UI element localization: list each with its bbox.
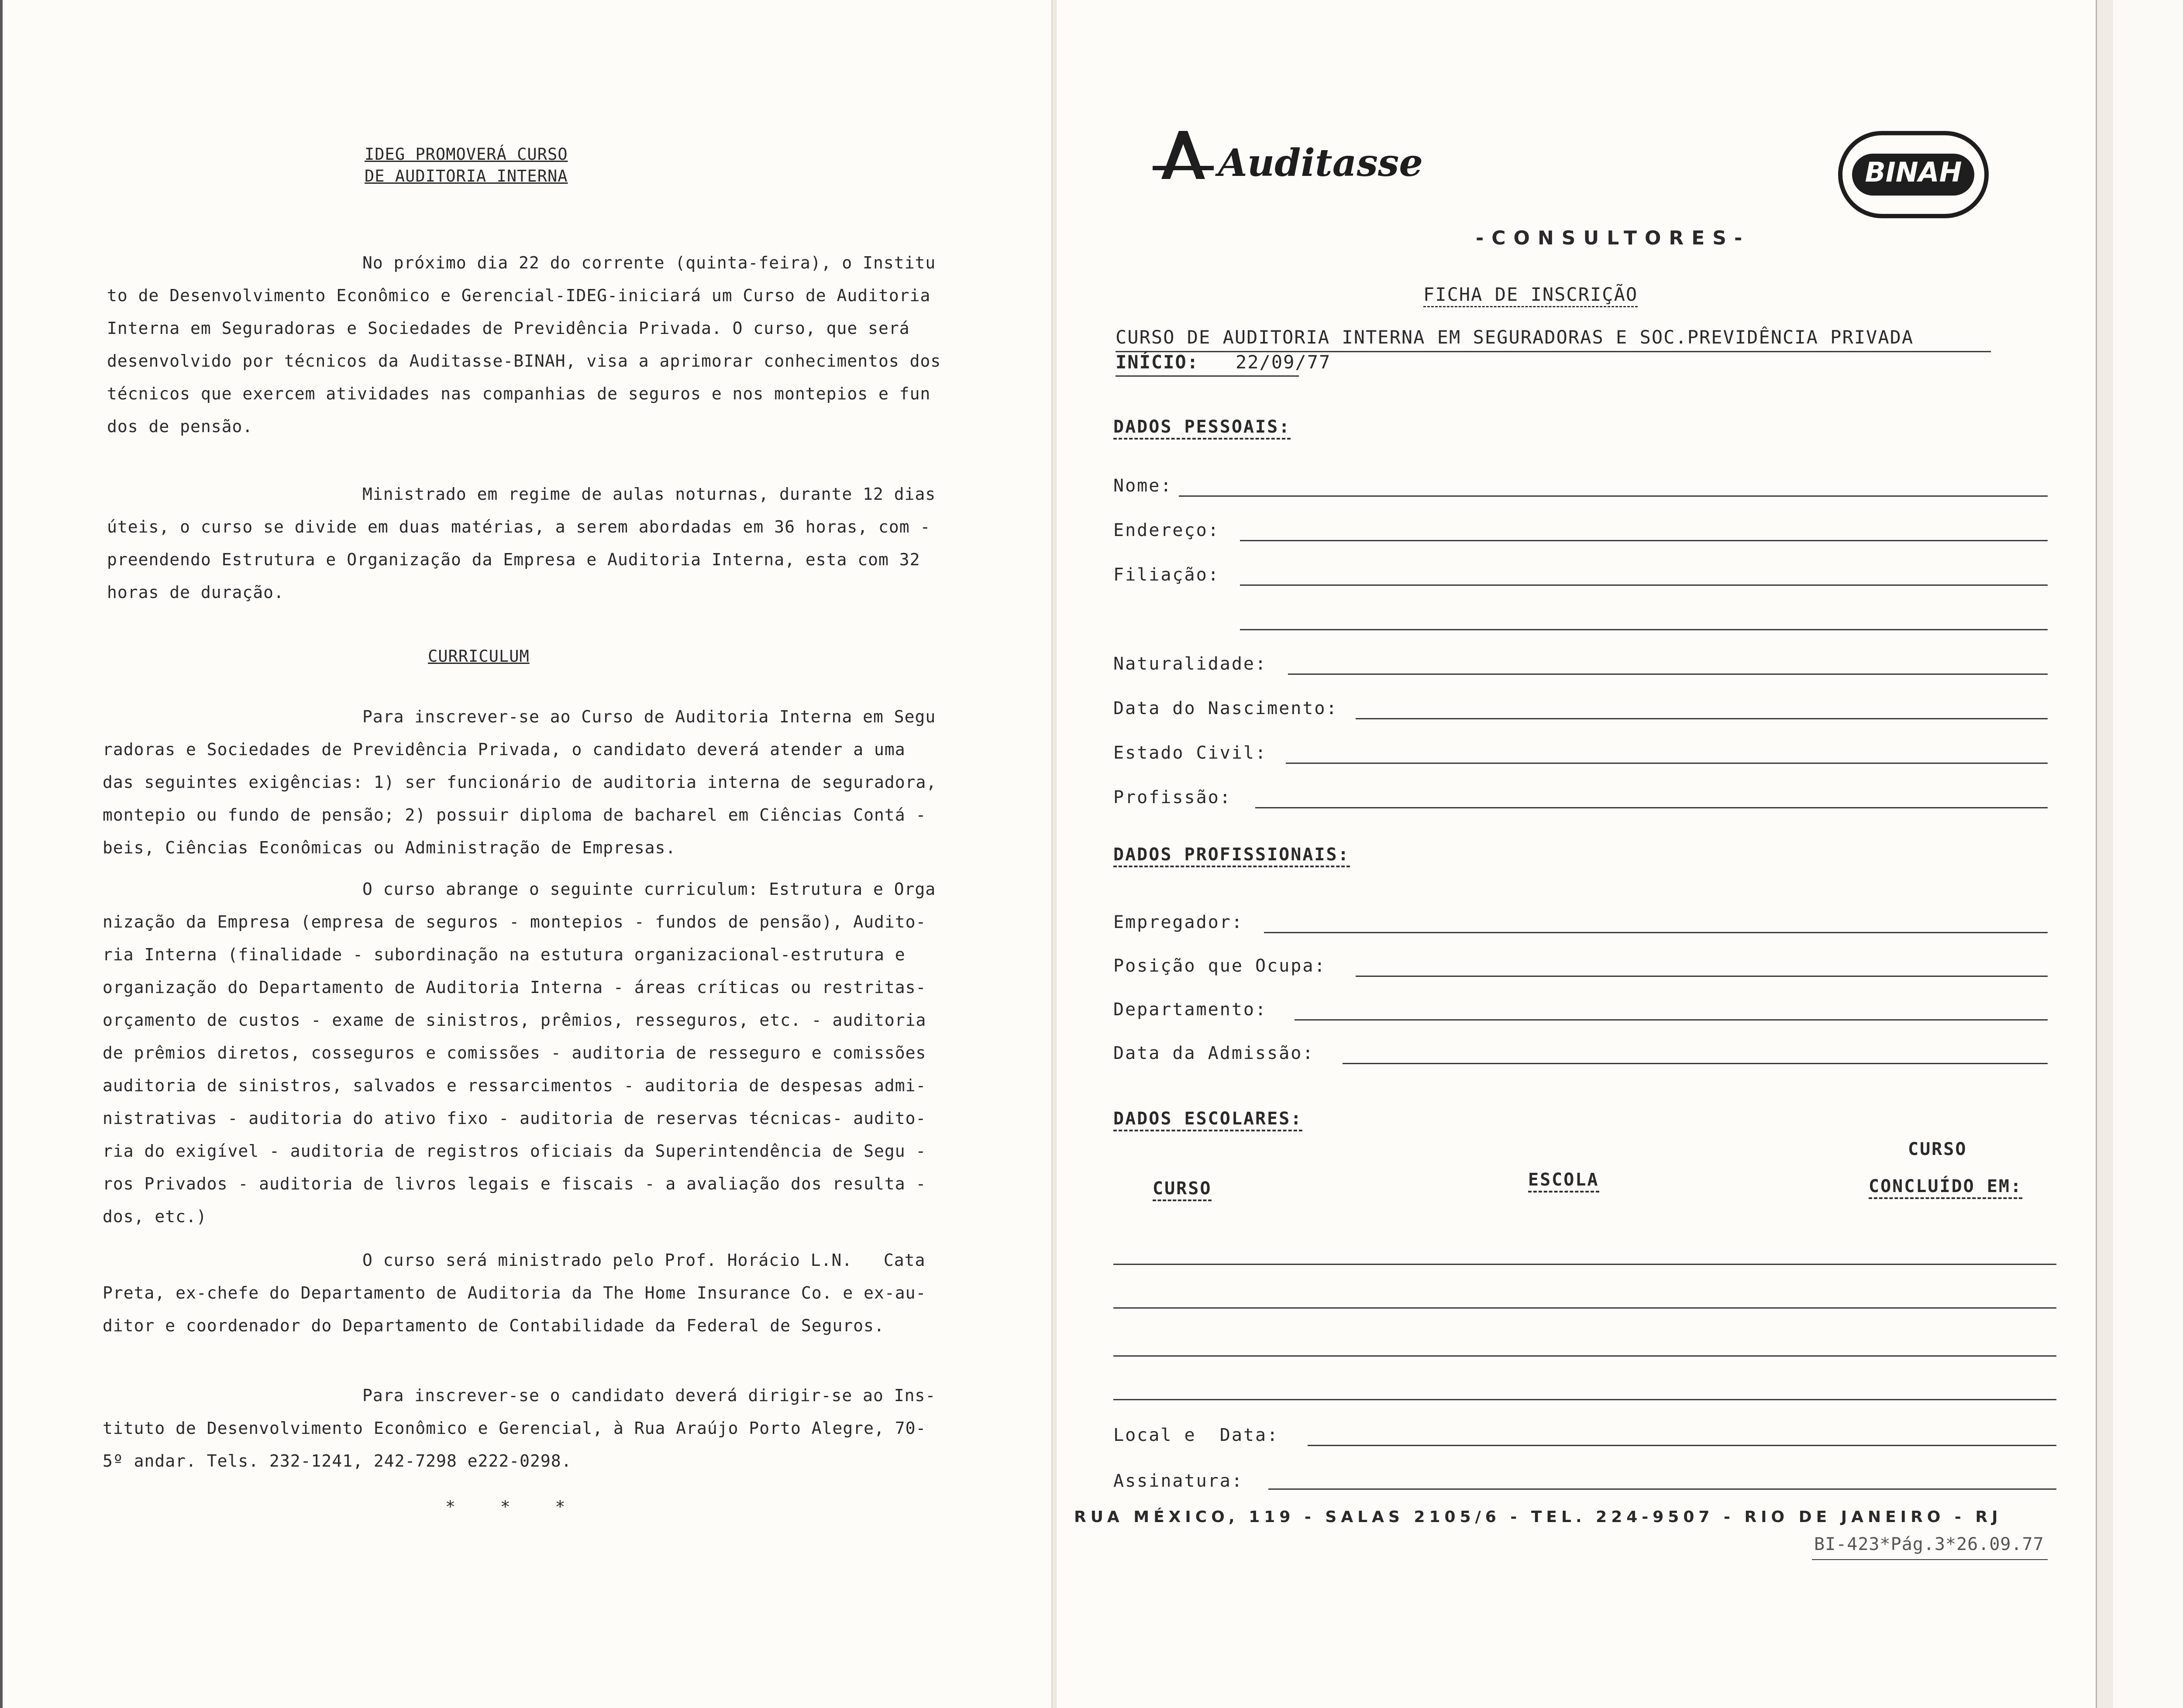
auditasse-wordmark: Auditasse xyxy=(1218,141,1423,185)
field-input-line[interactable] xyxy=(1286,763,2048,764)
article-line: Ministrado em regime de aulas noturnas, durante 12 dias xyxy=(362,485,936,504)
article-line: ditor e coordenador do Departamento de Contabilidade da Federal de Seguros. xyxy=(103,1316,885,1335)
article-line: ria Interna (finalidade - subordinação na estutura organizacional-estrutura e xyxy=(103,945,906,964)
page-edge-outer xyxy=(2113,0,2183,1708)
field-label: Posição que Ocupa: xyxy=(1113,956,1326,976)
article-line: orçamento de custos - exame de sinistros, prêmios, resseguros, etc. - auditoria xyxy=(103,1010,926,1030)
article-title-line1: IDEG PROMOVERÁ CURSO xyxy=(365,145,568,164)
article-line: nistrativas - auditoria do ativo fixo - auditoria de reservas técnicas- audito- xyxy=(103,1109,926,1128)
start-underline xyxy=(1116,375,1299,377)
article-subtitle: CURRICULUM xyxy=(428,647,530,666)
field-input-line[interactable] xyxy=(1240,584,2048,586)
article-line: dos, etc.) xyxy=(103,1207,207,1226)
article-line: O curso será ministrado pelo Prof. Horácio L.N. Cata xyxy=(362,1251,926,1270)
article-line: radoras e Sociedades de Previdência Privada, o candidato deverá atender a uma xyxy=(103,740,906,759)
field-label: Profissão: xyxy=(1113,787,1232,808)
article-line: horas de duração. xyxy=(107,583,284,602)
article-line: beis, Ciências Econômicas ou Administração de Empresas. xyxy=(103,838,676,857)
article-line: Preta, ex-chefe do Departamento de Auditoria da The Home Insurance Co. e ex-au- xyxy=(103,1283,926,1302)
consultores-heading: -CONSULTORES- xyxy=(1476,227,1750,249)
field-input-line[interactable] xyxy=(1255,807,2048,808)
field-label: Data da Admissão: xyxy=(1113,1043,1315,1063)
field-input-line[interactable] xyxy=(1240,540,2048,541)
article-line: auditoria de sinistros, salvados e ressarcimentos - auditoria de despesas admi- xyxy=(103,1076,926,1095)
address-footer: RUA MÉXICO, 119 - SALAS 2105/6 - TEL. 224-9507 - RIO DE JANEIRO - RJ xyxy=(1074,1508,2002,1526)
school-line-2[interactable] xyxy=(1113,1307,2056,1309)
article-line: to de Desenvolvimento Econômico e Gerencial-IDEG-iniciará um Curso de Auditoria xyxy=(107,286,931,305)
article-title-line2: DE AUDITORIA INTERNA xyxy=(365,167,568,186)
binah-wordmark: BINAH xyxy=(1865,156,1962,188)
field-input-line[interactable] xyxy=(1288,674,2048,675)
article-line: técnicos que exercem atividades nas companhias de seguros e nos montepios e fun xyxy=(107,384,931,403)
field-input-line[interactable] xyxy=(1343,1063,2048,1064)
school-line-1[interactable] xyxy=(1113,1264,2056,1265)
reference-underline xyxy=(1812,1559,2048,1560)
field-input-line[interactable] xyxy=(1356,718,2048,719)
article-line: ria do exigível - auditoria de registros oficiais da Superintendência de Segu - xyxy=(103,1141,926,1161)
article-line: desenvolvido por técnicos da Auditasse-BINAH, visa a aprimorar conhecimentos dos xyxy=(107,351,941,371)
school-section-title: DADOS ESCOLARES: xyxy=(1113,1109,1302,1129)
local-data-line[interactable] xyxy=(1308,1445,2056,1446)
auditasse-logo xyxy=(1153,124,1423,190)
assinatura-line[interactable] xyxy=(1268,1488,2056,1490)
form-title: FICHA DE INSCRIÇÃO xyxy=(1423,284,1638,307)
document-reference: BI-423*Pág.3*26.09.77 xyxy=(1814,1534,2044,1554)
article-line: úteis, o curso se divide em duas matérias, a serem abordadas em 36 horas, com - xyxy=(107,517,931,536)
field-input-line[interactable] xyxy=(1179,495,2048,497)
article-line: das seguintes exigências: 1) ser funcionário de auditoria interna de seguradora, xyxy=(103,773,937,792)
col-escola: ESCOLA xyxy=(1528,1170,1599,1190)
article-line: montepio ou fundo de pensão; 2) possuir diploma de bacharel em Ciências Contá - xyxy=(103,805,926,825)
auditasse-a-icon xyxy=(1153,124,1214,186)
article-line: tituto de Desenvolvimento Econômico e Gerencial, à Rua Araújo Porto Alegre, 70- xyxy=(103,1419,926,1438)
local-data-label: Local e Data: xyxy=(1113,1425,1279,1445)
field-label: Endereço: xyxy=(1113,520,1220,540)
field-label: Departamento: xyxy=(1113,1000,1267,1020)
article-line: 5º andar. Tels. 232-1241, 242-7298 e222-0298. xyxy=(103,1451,572,1471)
article-line: Para inscrever-se o candidato deverá dirigir-se ao Ins- xyxy=(362,1386,936,1405)
article-line: organização do Departamento de Auditoria Interna - áreas críticas ou restritas- xyxy=(103,978,926,997)
field-input-line[interactable] xyxy=(1264,932,2048,933)
article-line: Para inscrever-se ao Curso de Auditoria Interna em Segu xyxy=(362,707,936,726)
col-curso: CURSO xyxy=(1153,1179,1212,1199)
field-input-line[interactable] xyxy=(1356,976,2048,977)
binah-logo xyxy=(1838,131,1989,218)
school-line-4[interactable] xyxy=(1113,1399,2056,1400)
field-input-line[interactable] xyxy=(1295,1019,2048,1021)
field-label: Data do Nascimento: xyxy=(1113,698,1338,718)
course-line: CURSO DE AUDITORIA INTERNA EM SEGURADORAS E SOC.PREVIDÊNCIA PRIVADA xyxy=(1116,326,1914,348)
field-label: Empregador: xyxy=(1113,912,1243,932)
article-line: dos de pensão. xyxy=(107,417,253,436)
col-concluido-top: CURSO xyxy=(1908,1139,1967,1159)
page-edge xyxy=(2096,0,2114,1708)
article-line: ros Privados - auditoria de livros legais e fiscais - a avaliação dos resulta - xyxy=(103,1174,926,1193)
article-line: O curso abrange o seguinte curriculum: Estrutura e Orga xyxy=(362,880,936,899)
start-label: INÍCIO: xyxy=(1116,351,1199,373)
article-line: de prêmios diretos, cosseguros e comissões - auditoria de resseguro e comissões xyxy=(103,1043,926,1062)
field-label: Nome: xyxy=(1113,476,1173,496)
article-line: Interna em Seguradoras e Sociedades de Previdência Privada. O curso, que será xyxy=(107,319,910,338)
field-label: Filiação: xyxy=(1113,565,1220,585)
article-line: No próximo dia 22 do corrente (quinta-feira), o Institu xyxy=(362,253,936,272)
personal-section-title: DADOS PESSOAIS: xyxy=(1113,417,1291,437)
assinatura-label: Assinatura: xyxy=(1113,1471,1243,1491)
field-input-line-extra[interactable] xyxy=(1240,629,2048,630)
col-concluido-bottom: CONCLUÍDO EM: xyxy=(1869,1176,2022,1196)
article-line: preendendo Estrutura e Organização da Empresa e Auditoria Interna, esta com 32 xyxy=(107,550,920,569)
school-line-3[interactable] xyxy=(1113,1355,2056,1357)
article-line: nização da Empresa (empresa de seguros - montepios - fundos de pensão), Audito- xyxy=(103,912,926,931)
closing-stars: * * * xyxy=(445,1497,583,1516)
field-label: Estado Civil: xyxy=(1113,743,1267,763)
start-date: 22/09/77 xyxy=(1236,351,1331,373)
professional-section-title: DADOS PROFISSIONAIS: xyxy=(1113,845,1350,865)
field-label: Naturalidade: xyxy=(1113,654,1267,674)
